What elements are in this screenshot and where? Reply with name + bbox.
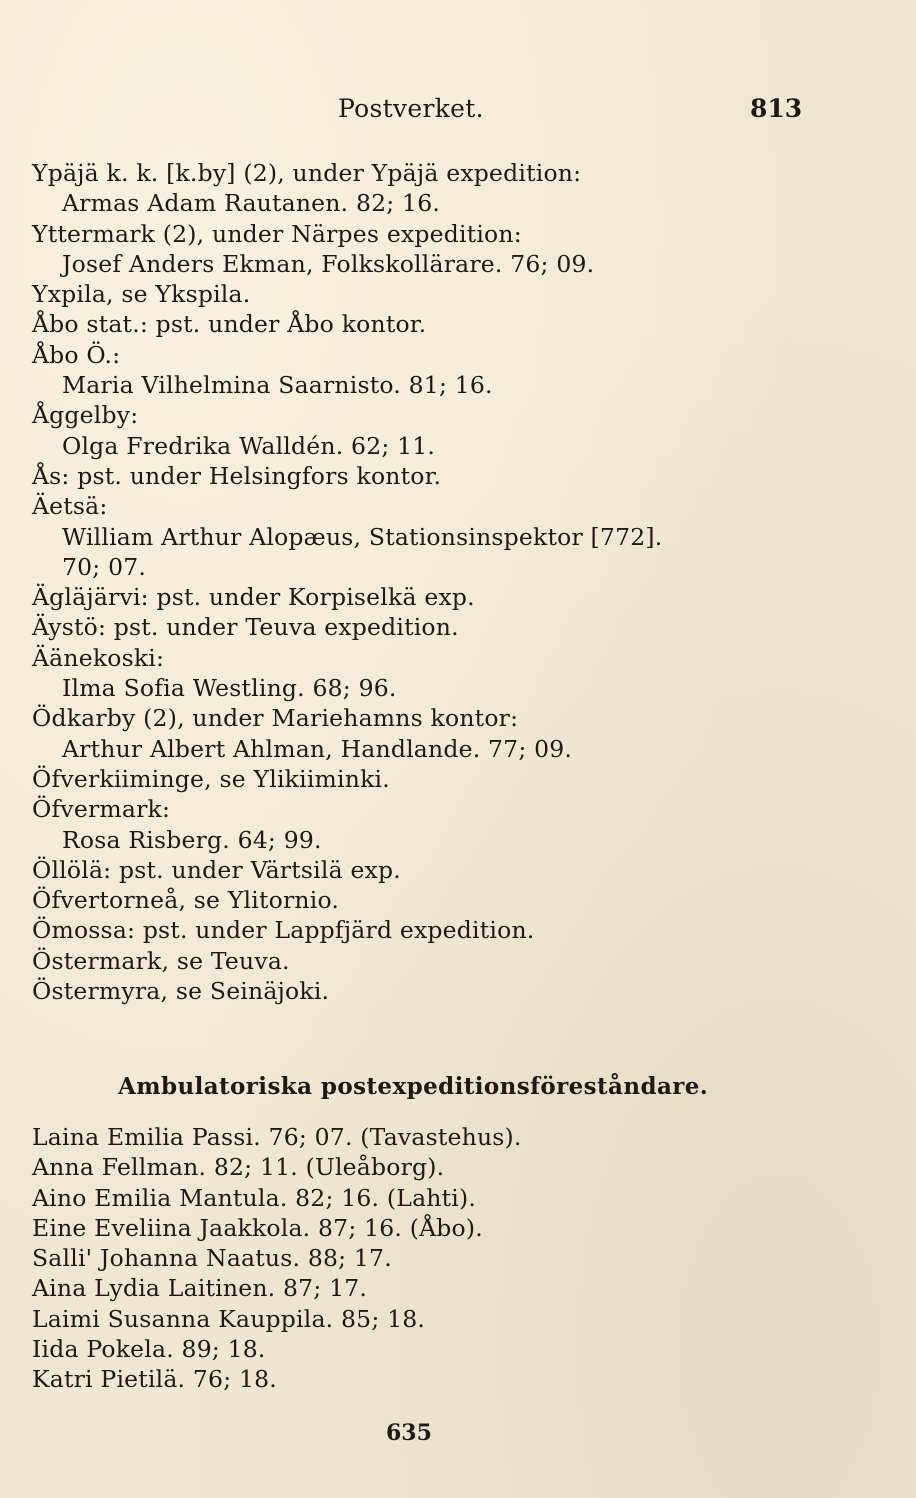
entry-line: Åggelby: bbox=[32, 401, 139, 430]
entry-line: Ås: pst. under Helsingfors kontor. bbox=[32, 461, 442, 490]
signature-number: 635 bbox=[386, 1420, 432, 1446]
ambulatory-entry: Anna Fellman. 82; 11. (Uleåborg). bbox=[32, 1153, 445, 1182]
ambulatory-entry: Katri Pietilä. 76; 18. bbox=[32, 1365, 277, 1394]
entry-line: Öfverkiiminge, se Ylikiiminki. bbox=[32, 764, 390, 793]
entry-detail-line: William Arthur Alopæus, Stationsinspektor [772]. bbox=[62, 522, 663, 551]
running-title: Postverket. bbox=[338, 94, 484, 123]
entry-line: Åbo Ö.: bbox=[32, 340, 121, 369]
ambulatory-entry: Aino Emilia Mantula. 82; 16. (Lahti). bbox=[32, 1183, 477, 1212]
entry-line: Ödkarby (2), under Mariehamns kontor: bbox=[32, 704, 519, 733]
entry-detail-line: Olga Fredrika Walldén. 62; 11. bbox=[62, 431, 436, 460]
entry-detail-line: Arthur Albert Ahlman, Handlande. 77; 09. bbox=[62, 734, 573, 763]
entry-line: Öllölä: pst. under Värtsilä exp. bbox=[32, 855, 401, 884]
ambulatory-entry: Salli' Johanna Naatus. 88; 17. bbox=[32, 1244, 392, 1273]
post-office-entries bbox=[32, 158, 892, 1006]
ambulatory-entry: Iida Pokela. 89; 18. bbox=[32, 1335, 266, 1364]
entry-line: Öfvertorneå, se Ylitornio. bbox=[32, 886, 340, 915]
page-number: 813 bbox=[750, 94, 803, 123]
ambulatory-list bbox=[32, 1122, 892, 1395]
entry-line: Öfvermark: bbox=[32, 795, 171, 824]
entry-line: Äystö: pst. under Teuva expedition. bbox=[32, 613, 459, 642]
entry-line: Äetsä: bbox=[32, 492, 108, 521]
entry-detail-line: Maria Vilhelmina Saarnisto. 81; 16. bbox=[62, 371, 493, 400]
ambulatory-entry: Aina Lydia Laitinen. 87; 17. bbox=[32, 1274, 368, 1303]
ambulatory-entry: Eine Eveliina Jaakkola. 87; 16. (Åbo). bbox=[32, 1213, 483, 1242]
entry-line: Äänekoski: bbox=[32, 643, 165, 672]
entry-detail-line: 70; 07. bbox=[62, 552, 147, 581]
entry-line: Ägläjärvi: pst. under Korpiselkä exp. bbox=[32, 583, 475, 612]
ambulatory-entry: Laimi Susanna Kauppila. 85; 18. bbox=[32, 1304, 426, 1333]
entry-line: Östermyra, se Seinäjoki. bbox=[32, 977, 330, 1006]
entry-line: Yxpila, se Ykspila. bbox=[32, 280, 251, 309]
entry-detail-line: Josef Anders Ekman, Folkskollärare. 76; 09. bbox=[62, 249, 595, 278]
section-heading: Ambulatoriska postexpeditionsföreståndare. bbox=[118, 1073, 709, 1100]
entry-detail-line: Rosa Risberg. 64; 99. bbox=[62, 825, 322, 854]
ambulatory-entry: Laina Emilia Passi. 76; 07. (Tavastehus). bbox=[32, 1123, 522, 1151]
entry-detail-line: Armas Adam Rautanen. 82; 16. bbox=[62, 189, 441, 218]
entry-detail-line: Ilma Sofia Westling. 68; 96. bbox=[62, 674, 397, 703]
entry-line: Åbo stat.: pst. under Åbo kontor. bbox=[32, 310, 427, 339]
entry-line: Östermark, se Teuva. bbox=[32, 946, 290, 975]
entry-line: Ömossa: pst. under Lappfjärd expedition. bbox=[32, 916, 535, 945]
entry-line: Yttermark (2), under Närpes expedition: bbox=[32, 219, 522, 248]
page-header bbox=[0, 94, 916, 134]
entry-line: Ypäjä k. k. [k.by] (2), under Ypäjä expedition: bbox=[32, 159, 582, 187]
